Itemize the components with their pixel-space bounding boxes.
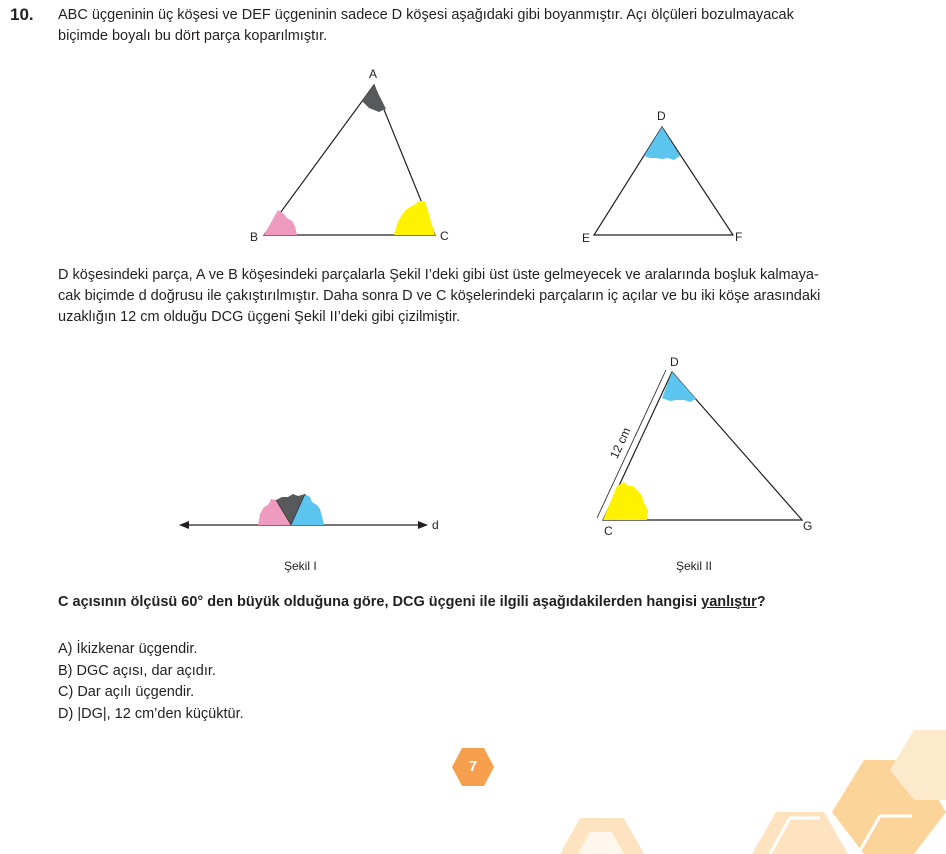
vertex-e-label: E [582,231,591,245]
option-c[interactable]: C) Dar açılı üçgendir. [58,684,195,700]
angle-d-piece [662,372,696,402]
vertex-b-label: B [250,230,259,244]
vertex-f-label: F [735,230,743,244]
body-line: D köşesindeki parça, A ve B köşesindeki parçalarla Şekil I’deki gibi üst üste gelmeyecek ve aralarında boşluk kalmaya- [58,267,819,283]
question-number: 10. [10,5,34,24]
page-number-badge [452,746,494,788]
body-line: uzaklığın 12 cm olduğu DCG üçgeni Şekil II’deki gibi çizilmiştir. [58,309,461,325]
option-b[interactable]: B) DGC açısı, dar açıdır. [58,662,216,679]
page-number: 7 [468,758,478,775]
question-stem: C açısının ölçüsü 60° den büyük olduğuna göre, DCG üçgeni ile ilgili aşağıdakilerden hangisi [58,594,702,610]
vertex-c-label: C [440,229,449,243]
vertex-a-label: A [369,67,378,81]
answer-options [58,639,244,725]
body-line: cak biçimde d doğrusu ile çakıştırılmıştır. Daha sonra D ve C köşelerindeki parçaların iç açılar ve bu iki köşe arasındaki [58,288,821,304]
intro-line: ABC üçgeninin üç köşesi ve DEF üçgeninin sadece D köşesi aşağıdaki gibi boyanmıştır. Açı ölçüleri bozulmayacak [58,7,794,23]
question-emphasis: yanlıştır [701,594,757,610]
vertex-d-label: D [657,109,666,123]
length-label: 12 cm [607,425,634,461]
option-d[interactable]: D) |DG|, 12 cm’den küçüktür. [58,705,244,722]
angle-c-piece [603,482,648,520]
question-text [58,594,766,610]
figure-1-caption: Şekil I [284,559,317,573]
intro-line: biçimde boyalı bu dört parça koparılmıştır. [58,28,328,44]
vertex-c-label: C [604,524,613,538]
vertex-g-label: G [803,519,813,533]
figure-2-caption: Şekil II [676,559,713,573]
question-end: ? [756,594,766,610]
vertex-d-label: D [670,355,679,369]
option-a[interactable]: A) İkizkenar üçgendir. [58,641,198,657]
line-d-label: d [432,518,439,532]
